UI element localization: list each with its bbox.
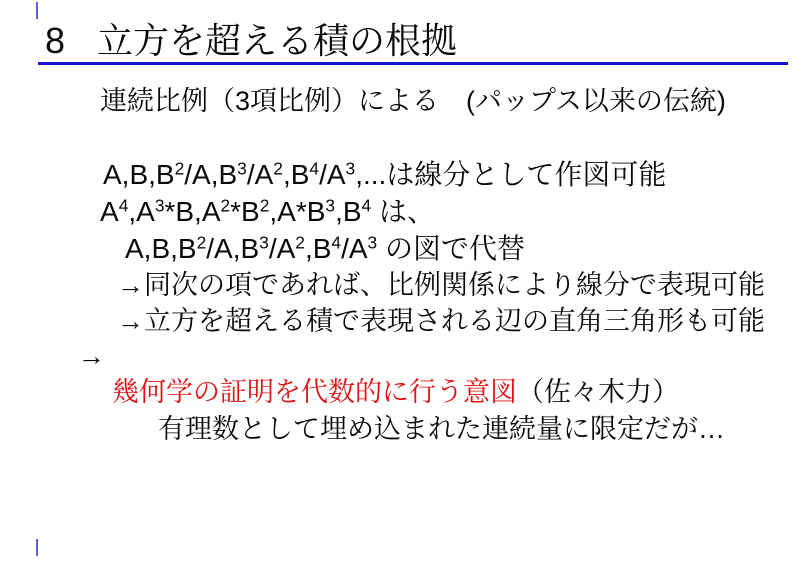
math-line-substitute: $A,B,B^2/A,B^3/A^2,B^4/A^3$ の図で代替 [125, 232, 525, 264]
page-title: 立方を超える積の根拠 [97, 20, 458, 61]
closing-line: 有理数として埋め込まれた連続量に限定だが… [158, 414, 725, 444]
slide-edge-mark-bottom [36, 539, 38, 556]
emphasis-line [112, 377, 679, 408]
arrow-line-homogeneous: →同次の項であれば、比例関係により線分で表現可能 [117, 270, 765, 300]
emphasis-red-text: 幾何学の証明を代数的に行う意図 [112, 377, 517, 407]
arrow-line-standalone: → [78, 341, 105, 371]
slide-edge-mark-top [36, 2, 38, 19]
slide-number: 8 [45, 20, 66, 61]
math-line-products: $A^4,A^3*B,A^2*B^2,A*B^3,B^4$ は、 [100, 195, 435, 227]
emphasis-attribution: （佐々木力） [517, 377, 679, 407]
title-underline [38, 62, 788, 65]
arrow-line-right-triangle: →立方を超える積で表現される辺の直角三角形も可能 [117, 306, 765, 336]
subtitle-line: 連続比例（3項比例）による (パップス以来の伝統) [100, 86, 726, 116]
slide-header [45, 22, 457, 60]
math-line-constructible: $A,B,B^2/A,B^3/A^2,B^4/A^3$,...は線分として作図可能 [103, 158, 667, 190]
